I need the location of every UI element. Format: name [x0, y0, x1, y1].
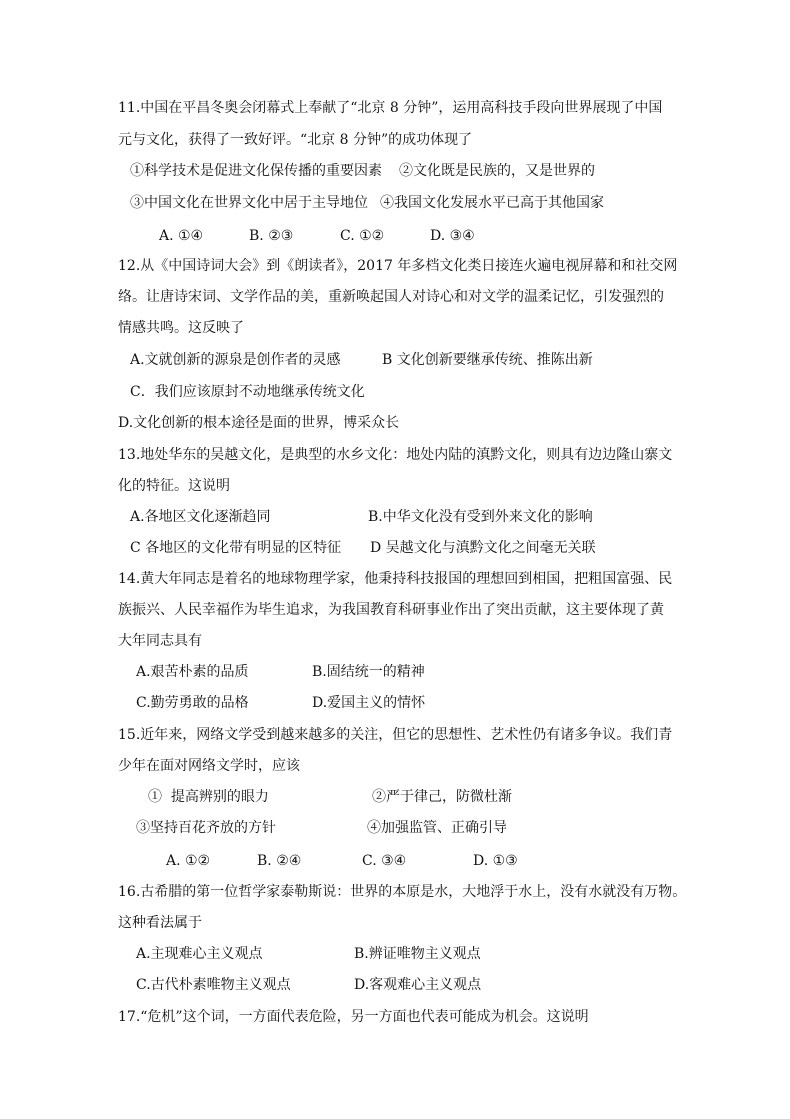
question-15-option-b: B. ②④: [257, 853, 302, 869]
question-13-stem-line-2: 化的特征。这说明: [118, 478, 230, 494]
question-17-stem-line-1: 17.“危机”这个词，一方面代表危险，另一方面也代表可能成为机会。这说明: [118, 1009, 589, 1025]
question-14-stem-line-1: 14.黄大年同志是着名的地球物理学家，他秉持科技报国的理想回到相国，把粗国富强、民: [118, 571, 673, 587]
question-11-option-c: C. ①②: [340, 228, 385, 244]
question-11-statement-1: ①科学技术是促进文化保传播的重要因素: [130, 163, 382, 179]
question-16-option-a: A.主现难心主义观点: [136, 946, 263, 962]
question-11-option-d: D. ③④: [430, 228, 475, 244]
question-11-statement-4: ④我国文化发展水平已高于其他国家: [380, 195, 604, 211]
question-11-option-a: A. ①④: [159, 228, 204, 244]
question-13-option-b: B.中华文化没有受到外来文化的影响: [368, 509, 593, 525]
question-16-option-d: D.客观难心主义观点: [354, 977, 482, 993]
question-14-option-b: B.固结统一的精神: [312, 664, 425, 680]
question-15-option-d: D. ①③: [473, 853, 518, 869]
question-16-stem-line-2: 这种看法属于: [118, 915, 202, 931]
question-15-stem-line-1: 15.近年来，网络文学受到越来越多的关注，但它的思想性、艺术性仍有诸多争议。我们青: [118, 727, 673, 743]
question-14-option-c: C.勤劳勇敢的品格: [136, 695, 249, 711]
question-15-stem-line-2: 少年在面对网络文学时，应该: [118, 758, 300, 774]
question-11-statement-3: ③中国文化在世界文化中居于主导地位: [130, 195, 368, 211]
question-11-statement-2: ②文化既是民族的，又是世界的: [399, 163, 595, 179]
question-14-stem-line-3: 大年同志具有: [118, 633, 202, 649]
question-12-option-c: C．我们应该原封不动地继承传统文化: [130, 384, 365, 400]
question-14-option-a: A.艰苦朴素的品质: [136, 664, 249, 680]
question-12-stem-line-1: 12.从《中国诗词大会》到《朗读者》，2017 年多档文化类日接连火遍电视屏幕和和社交网: [118, 258, 678, 274]
question-16-stem-line-1: 16.古希腊的第一位哲学家泰勒斯说：世界的本原是水，大地浮于水上，没有水就没有万物。: [118, 884, 687, 900]
question-16-option-b: B.辨证唯物主义观点: [354, 946, 481, 962]
question-15-statement-3: ③坚持百花齐放的方针: [136, 820, 276, 836]
question-11-option-b: B. ②③: [249, 228, 294, 244]
question-12-option-d: D.文化创新的根本途径是面的世界，博采众长: [118, 415, 400, 431]
question-15-option-a: A. ①②: [166, 853, 211, 869]
question-11-stem-line-2: 元与文化，获得了一致好评。“北京 8 分钟”的成功体现了: [118, 132, 473, 148]
question-12-stem-line-2: 络。让唐诗宋词、文学作品的美，重新唤起国人对诗心和对文学的温柔记忆，引发强烈的: [118, 289, 664, 305]
question-13-option-c: C 各地区的文化带有明显的区特征: [130, 540, 342, 556]
question-12-stem-line-3: 情感共鸣。这反映了: [118, 320, 244, 336]
question-11-stem-line-1: 11.中国在平昌冬奥会闭幕式上奉献了“北京 8 分钟”，运用高科技手段向世界展现了中国: [118, 100, 663, 116]
question-12-option-b: B 文化创新要继承传统、推陈出新: [382, 352, 593, 368]
question-13-stem-line-1: 13.地处华东的吴越文化，是典型的水乡文化：地处内陆的滇黔文化，则具有边边隆山寨文: [118, 447, 673, 463]
question-15-statement-2: ②严于律己，防微杜渐: [372, 789, 512, 805]
question-14-stem-line-2: 族振兴、人民幸福作为毕生追求，为我国教育科研事业作出了突出贡献，这主要体现了黄: [118, 602, 664, 618]
question-15-statement-1: ① 提高辨别的眼力: [148, 789, 269, 805]
question-15-statement-4: ④加强监管、正确引导: [367, 820, 507, 836]
question-13-option-a: A.各地区文化逐渐趋同: [130, 509, 271, 525]
question-12-option-a: A.文就创新的源泉是创作者的灵感: [130, 352, 341, 368]
question-16-option-c: C.古代朴素唯物主义观点: [136, 977, 291, 993]
question-13-option-d: D 吴越文化与滇黔文化之间毫无关联: [370, 540, 596, 556]
question-14-option-d: D.爱国主义的情怀: [312, 695, 426, 711]
question-15-option-c: C. ③④: [362, 853, 407, 869]
